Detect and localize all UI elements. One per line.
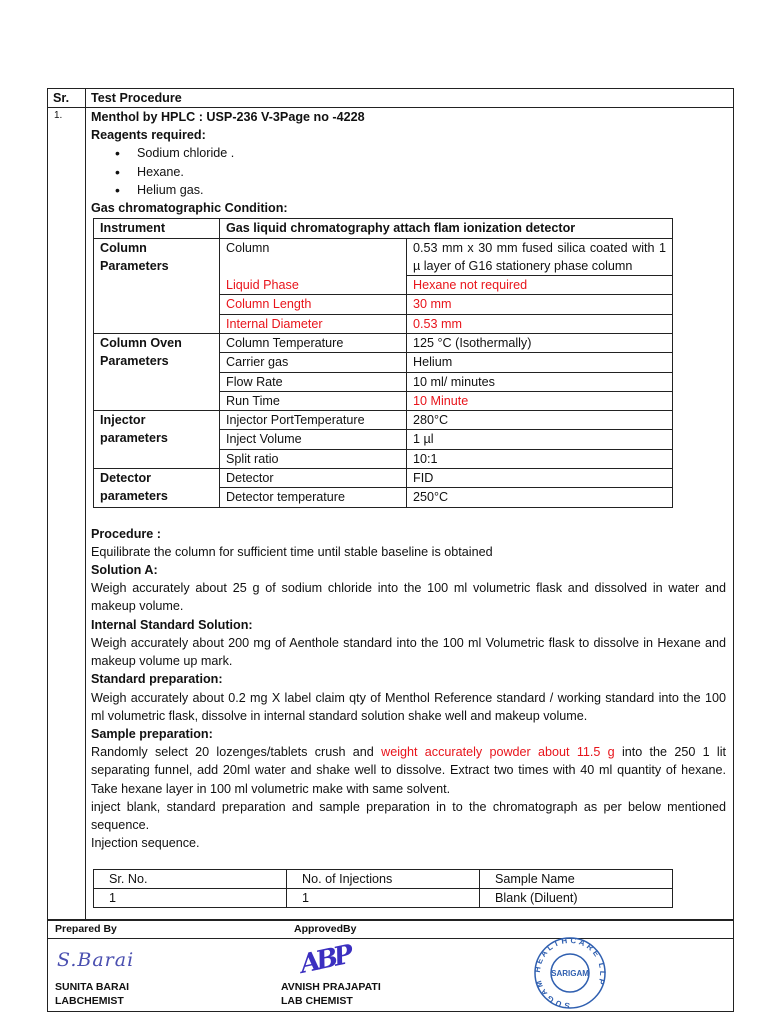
prepared-name: SUNITA BARAI: [55, 981, 130, 993]
injection-sequence-label: Injection sequence.: [91, 836, 200, 851]
gc-param: Run Time: [220, 391, 407, 410]
gc-param: Liquid Phase: [220, 276, 407, 295]
gc-param: Split ratio: [220, 449, 407, 468]
prepared-signature: S.Barai: [57, 949, 135, 971]
gc-header-cell: Instrument: [94, 219, 220, 238]
reagent-item: • Helium gas.: [137, 181, 726, 199]
gc-param: Detector: [220, 469, 407, 488]
gc-value: 30 mm: [407, 295, 673, 314]
procedure-content: [91, 108, 726, 908]
sample-prep-heading: Sample preparation:: [91, 726, 213, 741]
gc-header-row: [94, 219, 673, 238]
sample-text-highlight: weight accurately powder about 11.5 g: [381, 745, 615, 760]
gc-row: [94, 411, 673, 430]
footer-label-row: [48, 921, 733, 939]
gc-group-name: Column Parameters: [94, 238, 220, 333]
procedure-heading: Procedure :: [91, 526, 161, 541]
gc-header-cell: Gas liquid chromatography attach flam ionization detector: [220, 219, 673, 238]
gc-group-name: Injector parameters: [94, 411, 220, 469]
approved-name: AVNISH PRAJAPATI: [281, 981, 381, 993]
gc-value: Helium: [407, 353, 673, 372]
test-title: Menthol by HPLC : USP-236 V-3Page no -4228: [91, 110, 365, 124]
gc-conditions-table: [93, 218, 673, 507]
sample-text-a: Randomly select 20 lozenges/tablets crush and: [91, 745, 382, 760]
gc-value: 250°C: [407, 488, 673, 507]
injection-header-cell: No. of Injections: [287, 870, 480, 889]
injection-header-row: [94, 870, 673, 889]
gc-value: Hexane not required: [407, 276, 673, 295]
solution-a-text: Weigh accurately about 25 g of sodium chloride into the 100 ml volumetric flask and dissolved in water and makeup volume.: [91, 581, 726, 614]
sr-header: Sr.: [53, 91, 70, 105]
gc-value: 125 °C (Isothermally): [407, 334, 673, 353]
reagents-heading: Reagents required:: [91, 128, 206, 143]
injection-row: [94, 889, 673, 908]
gc-row: [94, 334, 673, 353]
gc-param: Carrier gas: [220, 353, 407, 372]
procedure-header: Test Procedure: [91, 91, 182, 105]
gc-param: Column Temperature: [220, 334, 407, 353]
gc-param: Flow Rate: [220, 372, 407, 391]
stamp-ring-text: SUGAM HEALTHCARE LLP: [532, 935, 608, 1011]
sample-prep-text: [91, 743, 726, 798]
solution-a-heading: Solution A:: [91, 563, 158, 578]
gc-param: Detector temperature: [220, 488, 407, 507]
injection-header-cell: Sample Name: [480, 870, 673, 889]
table-header-row: [48, 89, 733, 108]
reagent-item: • Sodium chloride .: [137, 144, 726, 162]
internal-standard-heading: Internal Standard Solution:: [91, 617, 253, 632]
gc-value: 280°C: [407, 411, 673, 430]
injection-cell: 1: [287, 889, 480, 908]
gc-param: Column: [220, 238, 407, 276]
approved-by-label: ApprovedBy: [294, 923, 357, 935]
internal-standard-text: Weigh accurately about 200 mg of Aenthole standard into the 100 ml Volumetric flask to dissolve in Hexane and makeup volume up mark.: [91, 635, 726, 669]
inject-text: inject blank, standard preparation and sample preparation in to the chromatograph as per below mentioned sequence.: [91, 799, 726, 832]
prepared-by-label: Prepared By: [55, 923, 117, 935]
procedure-table: [47, 88, 734, 920]
standard-prep-text: Weigh accurately about 0.2 mg X label claim qty of Menthol Reference standard / working standard into the 100 ml volumetric flask, dissolve in internal standard solution shake well and makeup volume.: [91, 690, 726, 723]
reagents-list: [91, 144, 726, 199]
gc-value: 0.53 mm x 30 mm fused silica coated with 1 µ layer of G16 stationery phase column: [407, 238, 673, 276]
gc-param: Column Length: [220, 295, 407, 314]
reagent-item: • Hexane.: [137, 163, 726, 181]
procedure-intro: Equilibrate the column for sufficient time until stable baseline is obtained: [91, 544, 493, 559]
injection-header-cell: Sr. No.: [94, 870, 287, 889]
gc-row: [94, 238, 673, 276]
gc-group-name: Column Oven Parameters: [94, 334, 220, 411]
company-stamp: [532, 933, 608, 1013]
gc-value: FID: [407, 469, 673, 488]
sample-text-b: into the 250 1 lit separating funnel, add 20ml water and shake well to dissolve. Extract two times with 40 ml quantity of hexane. Take hexane layer in 100 ml volumetric make with same solvent.: [91, 745, 726, 796]
injection-cell: 1: [94, 889, 287, 908]
gc-value: 10:1: [407, 449, 673, 468]
stamp-center-text: SARIGAM: [551, 969, 589, 978]
signature-footer: [47, 920, 734, 1012]
injection-table: [93, 869, 673, 908]
item-number: 1.: [54, 110, 63, 121]
gc-group-name: Detector parameters: [94, 469, 220, 508]
approved-signature: ABP: [297, 940, 353, 980]
column-divider: [85, 89, 86, 919]
gc-heading: Gas chromatographic Condition:: [91, 201, 288, 216]
gc-row: [94, 469, 673, 488]
gc-value: 10 ml/ minutes: [407, 372, 673, 391]
gc-param: Injector PortTemperature: [220, 411, 407, 430]
standard-prep-heading: Standard preparation:: [91, 672, 223, 687]
prepared-role: LABCHEMIST: [55, 995, 124, 1007]
gc-value: 1 µl: [407, 430, 673, 449]
injection-cell: Blank (Diluent): [480, 889, 673, 908]
gc-param: Inject Volume: [220, 430, 407, 449]
gc-value: 0.53 mm: [407, 314, 673, 333]
gc-param: Internal Diameter: [220, 314, 407, 333]
gc-value: 10 Minute: [407, 391, 673, 410]
approved-role: LAB CHEMIST: [281, 995, 353, 1007]
